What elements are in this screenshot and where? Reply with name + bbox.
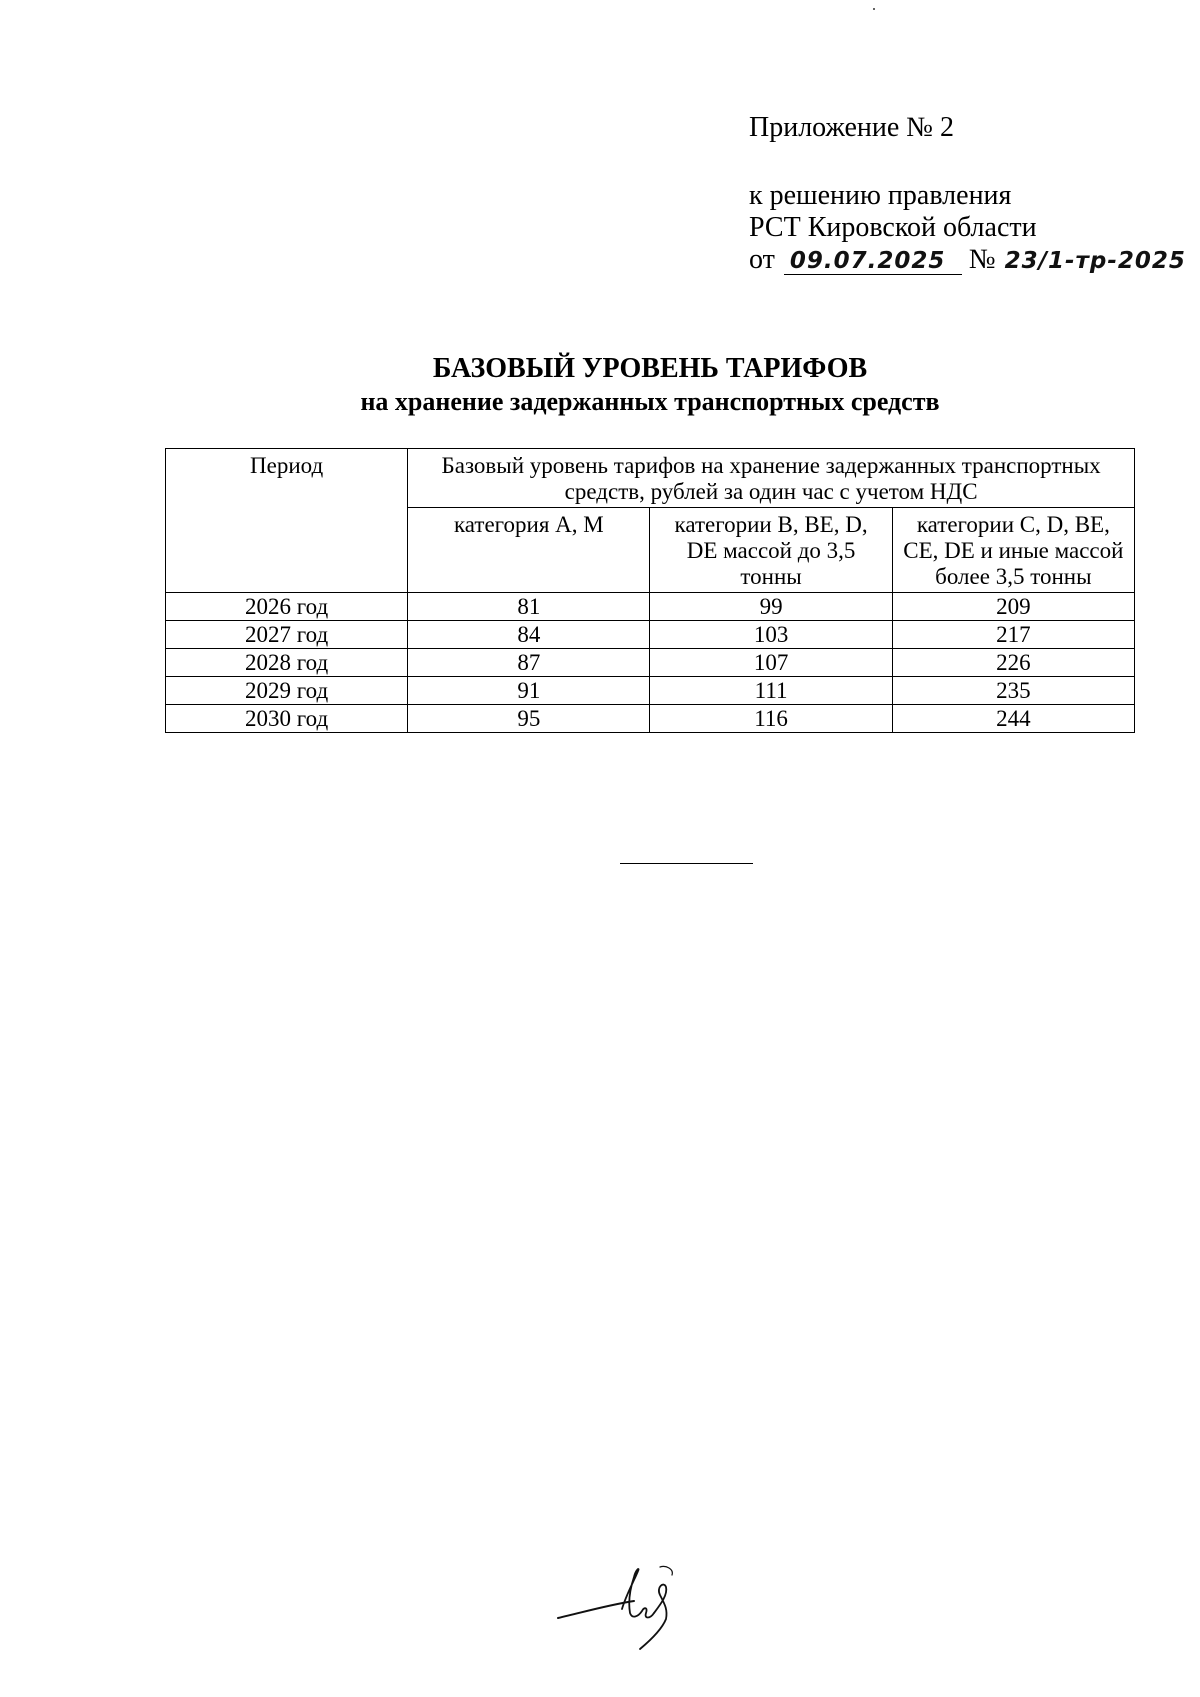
tariff-table	[165, 448, 1135, 733]
category-a-m-header: категория А, М	[408, 508, 650, 593]
table-row	[166, 593, 1135, 621]
authority-name: РСТ Кировской области	[749, 212, 1037, 243]
category-b-header: категории В, ВЕ, D, DE массой до 3,5 тонны	[650, 508, 892, 593]
tariff-cell-a-m: 84	[408, 621, 650, 649]
tariff-cell-a-m: 87	[408, 649, 650, 677]
handwritten-decision-number: 23/1-тр-2025	[1004, 248, 1186, 274]
tariff-cell-c: 209	[892, 593, 1134, 621]
decision-date-line	[749, 244, 1186, 276]
heading	[0, 352, 1200, 418]
tariff-cell-b: 107	[650, 649, 892, 677]
tariff-cell-b: 111	[650, 677, 892, 705]
table-row	[166, 621, 1135, 649]
period-cell: 2029 год	[166, 677, 408, 705]
tariff-cell-b: 116	[650, 705, 892, 733]
tariff-cell-a-m: 95	[408, 705, 650, 733]
period-cell: 2027 год	[166, 621, 408, 649]
scan-speck	[873, 8, 875, 10]
tariff-cell-c: 235	[892, 677, 1134, 705]
closing-rule	[620, 863, 753, 864]
tariff-cell-c: 217	[892, 621, 1134, 649]
document-title: БАЗОВЫЙ УРОВЕНЬ ТАРИФОВ	[432, 353, 868, 384]
decision-reference: к решению правления	[749, 180, 1012, 211]
period-header: Период	[166, 449, 408, 593]
table-row	[166, 677, 1135, 705]
tariff-cell-b: 99	[650, 593, 892, 621]
tariff-cell-a-m: 91	[408, 677, 650, 705]
handwritten-date: 09.07.2025	[784, 248, 962, 275]
category-c-header: категории С, D, ВЕ, СЕ, DE и иные массой более 3,5 тонны	[892, 508, 1134, 593]
table-row	[166, 705, 1135, 733]
period-cell: 2026 год	[166, 593, 408, 621]
table-header-row	[166, 449, 1135, 508]
tariff-cell-c: 244	[892, 705, 1134, 733]
document-subtitle: на хранение задержанных транспортных средств	[360, 387, 940, 416]
appendix-block	[749, 112, 1186, 276]
period-cell: 2028 год	[166, 649, 408, 677]
tariff-cell-a-m: 81	[408, 593, 650, 621]
tariff-cell-b: 103	[650, 621, 892, 649]
tariff-cell-c: 226	[892, 649, 1134, 677]
from-label: от	[749, 244, 775, 275]
period-cell: 2030 год	[166, 705, 408, 733]
tariff-group-header: Базовый уровень тарифов на хранение задержанных транспортных средств, рублей за один час с учетом НДС	[408, 449, 1135, 508]
appendix-number: Приложение № 2	[749, 112, 954, 143]
signature-icon	[556, 1565, 706, 1655]
table-row	[166, 649, 1135, 677]
number-label: №	[968, 244, 996, 275]
